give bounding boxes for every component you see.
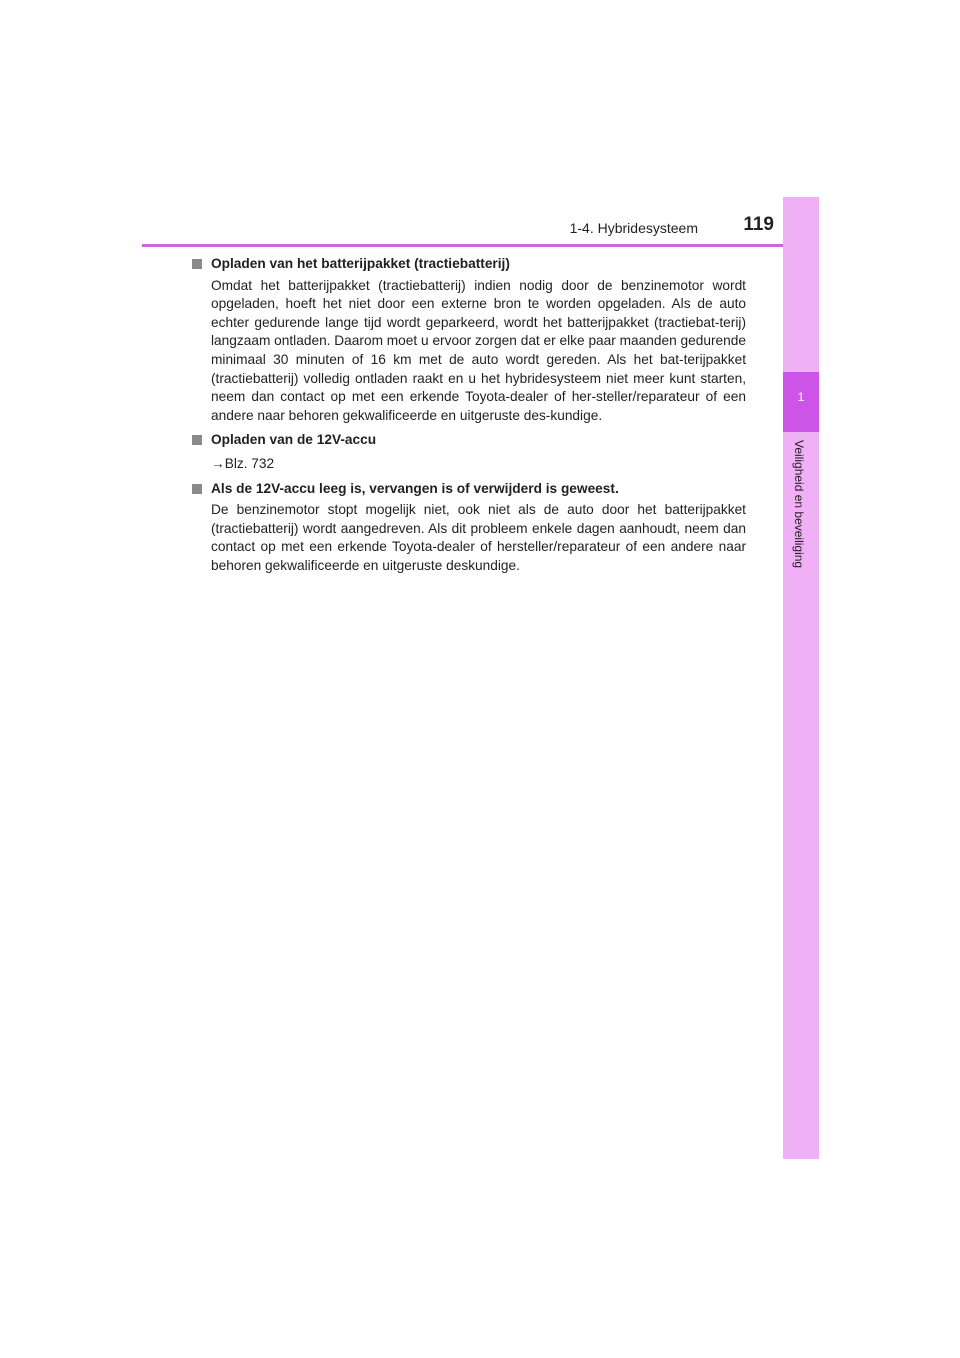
page-reference: →Blz. 732 bbox=[211, 455, 275, 471]
page-number: 119 bbox=[743, 214, 774, 235]
header-divider bbox=[142, 244, 819, 247]
chapter-title: Veiligheid en beveiliging bbox=[792, 440, 806, 569]
page-content bbox=[211, 255, 746, 582]
square-bullet-icon bbox=[192, 435, 202, 445]
square-bullet-icon bbox=[192, 259, 202, 269]
square-bullet-icon bbox=[192, 484, 202, 494]
section-12v-battery-discharged bbox=[211, 480, 746, 576]
section-heading bbox=[191, 431, 746, 450]
section-charging-traction-battery bbox=[211, 255, 746, 425]
chapter-number: 1 bbox=[797, 390, 805, 404]
section-heading-text: Opladen van het batterijpakket (tractiebatterij) bbox=[211, 256, 510, 271]
section-body: Omdat het batterijpakket (tractiebatterij) indien nodig door de benzinemotor wordt opgeladen, hoeft het niet door een externe bron te worden opgeladen. Als de auto echter gedurende lange tijd wordt geparkeerd, wordt het batterijpakket (tractiebat-terij) langzaam ontladen. Daarom moet u ervoor zorgen dat er elke paar maanden gedurende minimaal 30 minuten of 16 km met de auto wordt gereden. Als het bat-terijpakket (tractiebatterij) volledig ontladen raakt en u het hybridesysteem niet meer kunt starten, neem dan contact op met een erkende Toyota-dealer of her-steller/reparateur of een andere naar behoren gekwalificeerde en uitgeruste des-kundige. bbox=[211, 277, 746, 423]
section-body: De benzinemotor stopt mogelijk niet, ook niet als de auto door het batterijpakket (tractiebatterij) wordt aangedreven. Als dit probleem enkele dagen aanhoudt, neem dan contact op met een erkende Toyota-dealer of hersteller/reparateur of een andere naar behoren gekwalificeerde en uitgeruste deskundige. bbox=[211, 502, 746, 573]
section-charging-12v-battery bbox=[211, 431, 746, 473]
chapter-side-tab bbox=[783, 197, 819, 1159]
section-heading bbox=[191, 255, 746, 274]
section-title: 1-4. Hybridesysteem bbox=[569, 220, 698, 236]
section-heading-text: Als de 12V-accu leeg is, vervangen is of verwijderd is geweest. bbox=[211, 480, 619, 496]
section-heading bbox=[191, 480, 746, 499]
section-heading-text: Opladen van de 12V-accu bbox=[211, 432, 377, 448]
